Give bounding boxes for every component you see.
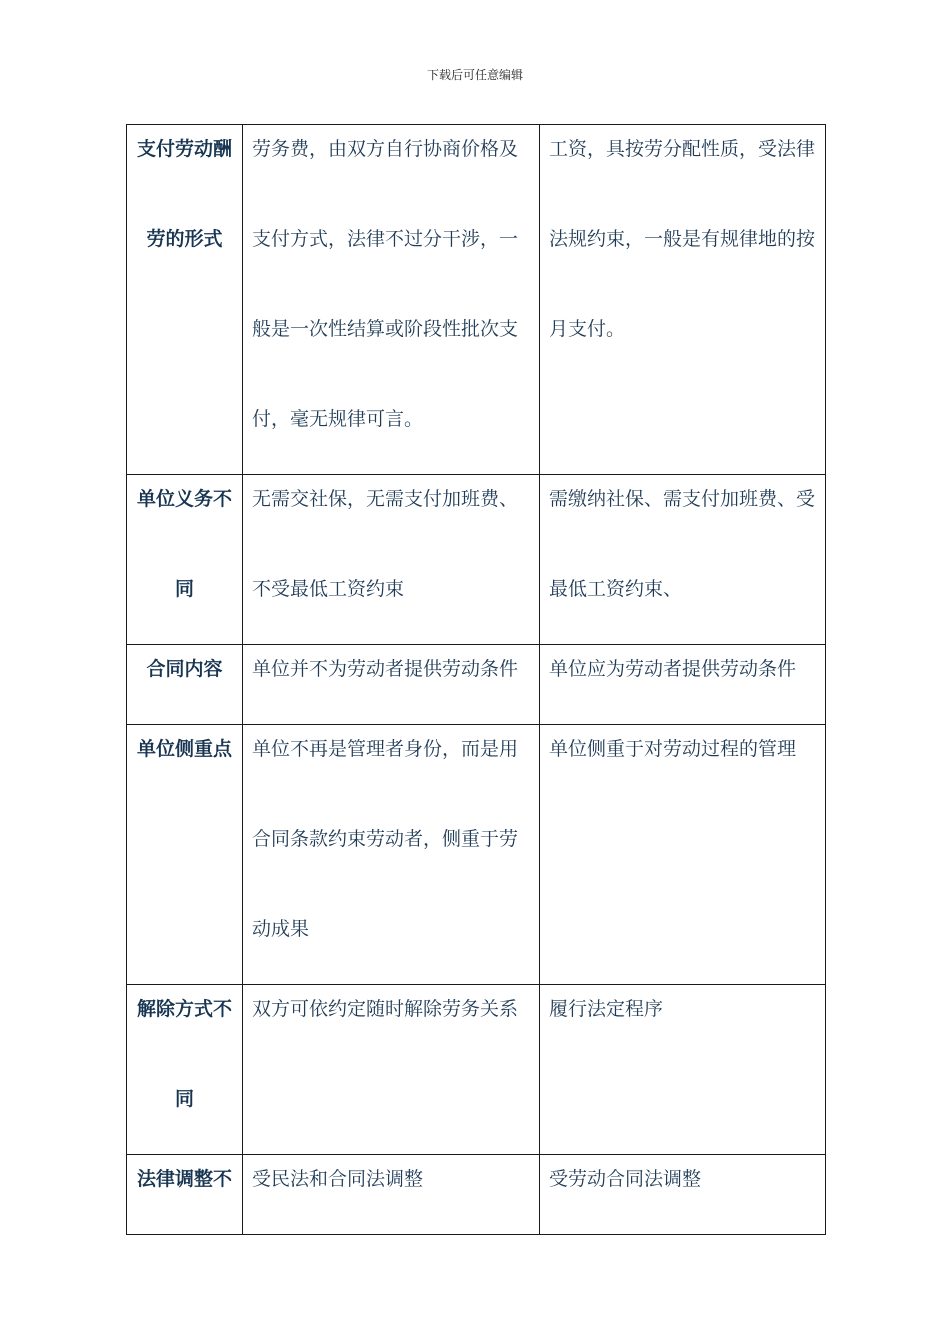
service-text: 单位不再是管理者身份，而是用合同条款约束劳动者，侧重于劳动成果 [252,738,519,940]
labor-cell [540,725,826,985]
row-label: 解除方式不同 [136,998,232,1110]
service-cell [243,475,540,645]
service-text: 无需交社保，无需支付加班费、不受最低工资约束 [252,488,519,600]
row-label: 单位义务不同 [136,488,232,600]
service-text: 双方可依约定随时解除劳务关系 [252,998,519,1020]
row-label-cell [127,645,243,725]
labor-text: 履行法定程序 [549,998,664,1020]
service-cell [243,985,540,1155]
service-text: 劳务费，由双方自行协商价格及支付方式，法律不过分干涉，一般是一次性结算或阶段性批次支付，毫无规律可言。 [252,138,519,430]
comparison-table [126,124,826,1235]
table-row [127,1155,826,1235]
table-row [127,125,826,475]
row-label: 支付劳动酬劳的形式 [136,138,232,250]
labor-cell [540,645,826,725]
labor-cell [540,985,826,1155]
table-row [127,475,826,645]
labor-cell [540,125,826,475]
labor-text: 工资，具按劳分配性质，受法律法规约束，一般是有规律地的按月支付。 [549,138,816,340]
row-label: 法律调整不 [136,1168,232,1190]
row-label-cell [127,985,243,1155]
table-row [127,985,826,1155]
row-label-cell [127,725,243,985]
service-text: 受民法和合同法调整 [252,1168,424,1190]
service-text: 单位并不为劳动者提供劳动条件 [252,658,519,680]
row-label-cell [127,125,243,475]
service-cell [243,725,540,985]
labor-text: 单位应为劳动者提供劳动条件 [549,658,797,680]
service-cell [243,1155,540,1235]
labor-cell [540,475,826,645]
labor-text: 需缴纳社保、需支付加班费、受最低工资约束、 [549,488,816,600]
service-cell [243,125,540,475]
page-header: 下载后可任意编辑 [426,68,523,82]
labor-cell [540,1155,826,1235]
row-label-cell [127,1155,243,1235]
table-row [127,645,826,725]
labor-text: 受劳动合同法调整 [549,1168,702,1190]
labor-text: 单位侧重于对劳动过程的管理 [549,738,797,760]
row-label: 单位侧重点 [136,738,232,760]
table-row [127,725,826,985]
service-cell [243,645,540,725]
row-label: 合同内容 [146,658,223,680]
row-label-cell [127,475,243,645]
